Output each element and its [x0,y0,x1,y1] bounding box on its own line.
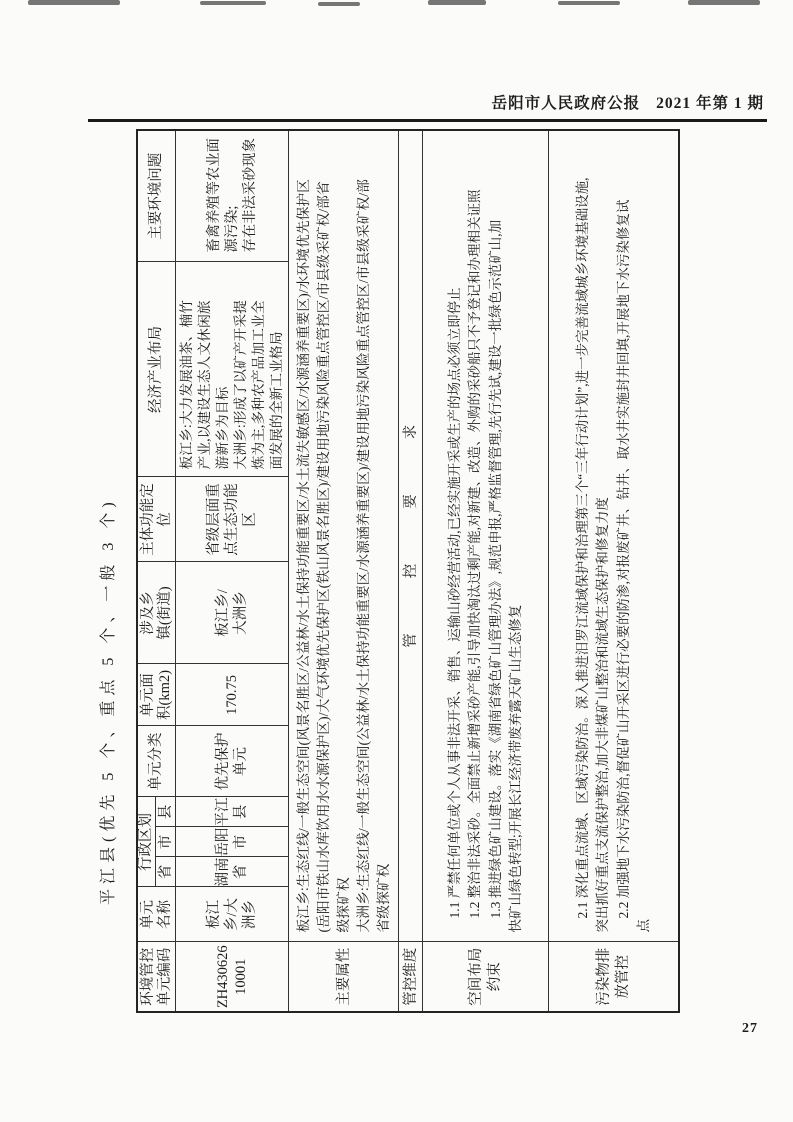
environment-control-unit-table [136,129,680,1013]
control-requirement-label: 管控要求 [399,130,423,942]
scan-artifact [428,0,486,5]
cell-unit-area: 170.75 [176,664,289,726]
header-city: 市 [156,827,176,857]
spatial-constraint-content: 1.1 严禁任何单位或个人从事非法开采、销售、运输山砂经营活动,已经实施开采或生产的场点必须立即停止 1.2 整治非法采砂。全面禁止新增采砂产能,引导加快淘汰过剩产能,对新建、改造、外购的采砂船只不予登记和办理相关证照 1.3 推进绿色矿山建设。落实《湖南省绿色矿山管理办法》,规范申报,严格监督管理,先行先试,建设一批绿色示范矿山,加 快矿山绿色转型;开展长江经济带废弃露天矿山生态修复 [423,130,549,942]
cell-county: 平江县 [176,797,289,827]
scan-artifact [688,0,760,5]
control-header-row [399,130,423,1012]
page-number: 27 [742,1021,758,1036]
cell-unit-class: 优先保护 单元 [176,726,289,797]
spatial-constraint-row [423,130,549,1012]
header-unit-name: 单元 名称 [137,887,176,942]
scan-artifact [200,1,266,5]
pollutant-control-content: 2.1 深化重点流域、区域污染防治。深入推进汨罗江流域保护和治理第三个“三年行动计划”,进一步完善流域城乡环境基础设施, 突出抓好重点支流保护整治,加大非煤矿山整治和流域生态保护和修复力度 2.2 加强地下水污染防治,督促矿山开采区进行必要的防渗,对报废矿井、钻井、取水井实施封井回填,开展地下水污染修复试 点 [549,130,680,942]
header-economic-layout: 经济产业布局 [137,262,176,477]
rotated-table-block [95,131,673,1013]
attributes-content: 板江乡:生态红线/一般生态空间(风景名胜区/公益林/水土保持功能重要区/水土流失敏感区/水源涵养重要区)/水环境优先保护区 (岳阳市铁山水库饮用水水源保护区)/大气环境优先保护区(铁山风景名胜区)/建设用地污染风险重点管控区/市县级采矿权/部省 级探矿权 大洲乡:生态红线/一般生态空间(公益林/水土保持功能重要区/水源涵养重要区)/建设用地污染风险重点管控区/市县级采矿权/部 省级探矿权 [289,130,399,942]
header-unit-area: 单元面 积(km2) [137,664,176,726]
header-env-issues: 主要环境问题 [137,130,176,262]
header-townships: 涉及乡 镇(街道) [137,562,176,664]
scan-artifact [28,0,120,5]
cell-province: 湖南省 [176,857,289,887]
cell-unit-code: ZH430626 10001 [176,942,289,1012]
header-county: 县 [156,797,176,827]
header-admin-division: 行政区划 [137,797,156,887]
cell-unit-name: 板江 乡/大 洲乡 [176,887,289,942]
header-main-function: 主体功能定 位 [137,477,176,562]
table-title: 平江县(优先 5 个、重点 5 个、一般 3 个) [100,497,117,905]
pollutant-control-row [549,130,680,1012]
header-unit-code: 环境管控 单元编码 [137,942,176,1012]
cell-economic-layout: 板江乡:大力发展油茶、楠竹 产业,以建设生态人文休闲旅 游新乡为目标 大洲乡:形成了以矿产开采提 炼为主,多种农产品加工业全 面发展的全新工业格局 [176,262,289,477]
spatial-constraint-label: 空间布局 约束 [423,942,549,1012]
gazette-title: 岳阳市人民政府公报 [491,95,641,112]
pollutant-control-label: 污染物排 放管控 [549,942,680,1012]
unit-data-row [176,130,289,1012]
cell-townships: 板江乡/ 大洲乡 [176,562,289,664]
header-unit-class: 单元分类 [137,726,176,797]
cell-main-function: 省级层面重 点生态功能 区 [176,477,289,562]
issue-label: 2021 年第 1 期 [656,95,764,112]
cell-city: 岳阳市 [176,827,289,857]
attributes-label: 主要属性 [289,942,399,1012]
page-header [492,91,764,113]
scan-artifact [318,2,360,6]
scan-artifact [558,1,620,5]
control-dimension-label: 管控维度 [399,942,423,1012]
header-rule [88,119,767,122]
attributes-row [289,130,399,1012]
cell-env-issues: 畜禽养殖等农业面源污染; 存在非法采砂现象 [176,130,289,262]
header-province: 省 [156,857,176,887]
header-row [137,130,156,1012]
